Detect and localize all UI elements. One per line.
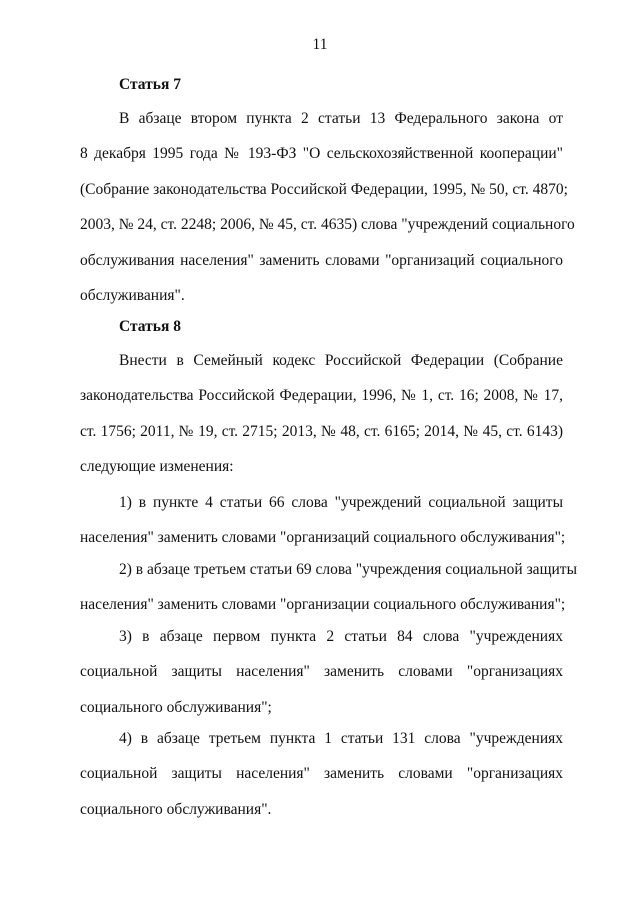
article-8-item-3-line: 3) в абзаце первом пункта 2 статьи 84 слова "учреждениях [119,628,563,645]
article-8-item-1-line: населения" заменить словами "организаций социального обслуживания"; [80,529,566,547]
article-8-item-2-line: 2) в абзаце третьем статьи 69 слова "учреждения социальной защиты [119,561,577,578]
article-7-line: обслуживания". [80,286,185,304]
article-8-intro-paragraph [80,343,563,485]
article-8-intro-line: законодательства Российской Федерации, 1996, № 1, ст. 16; 2008, № 17, [80,387,563,405]
article-7-line: (Собрание законодательства Российской Федерации, 1995, № 50, ст. 4870; [80,180,568,198]
article-7-line: 8 декабря 1995 года № 193-ФЗ "О сельскохозяйственной кооперации" [80,145,563,163]
article-8-item-1 [80,485,566,556]
article-8-intro-line: Внести в Семейный кодекс Российской Федерации (Собрание [119,352,563,369]
article-8-item-3-line: социальной защиты населения" заменить словами "организациях [80,663,563,681]
article-8-intro-line: ст. 1756; 2011, № 19, ст. 2715; 2013, № 48, ст. 6165; 2014, № 45, ст. 6143) [80,422,563,440]
article-7-line: обслуживания населения" заменить словами "организаций социального [80,251,563,269]
article-7-line: В абзаце втором пункта 2 статьи 13 Федерального закона от [119,110,563,127]
article-7-line: 2003, № 24, ст. 2248; 2006, № 45, ст. 4635) слова "учреждений социального [80,216,575,234]
article-7-paragraph [80,101,575,313]
article-8-item-4-line: 4) в абзаце третьем пункта 1 статьи 131 слова "учреждениях [119,730,563,747]
article-8-item-1-line: 1) в пункте 4 статьи 66 слова "учреждений социальной защиты [119,494,563,511]
article-8-item-3-line: социального обслуживания"; [80,698,272,716]
article-8-item-4-line: социальной защиты населения" заменить словами "организациях [80,765,563,783]
article-7-title: Статья 7 [119,76,181,93]
article-8-item-2 [80,552,577,623]
page-number: 11 [312,36,328,53]
article-8-item-2-line: населения" заменить словами "организации социального обслуживания"; [80,596,566,614]
article-8-intro-line: следующие изменения: [80,458,234,476]
article-8-item-3 [80,619,563,725]
article-8-title: Статья 8 [119,318,181,335]
article-8-item-4 [80,721,563,827]
article-8-item-4-line: социального обслуживания". [80,800,272,818]
